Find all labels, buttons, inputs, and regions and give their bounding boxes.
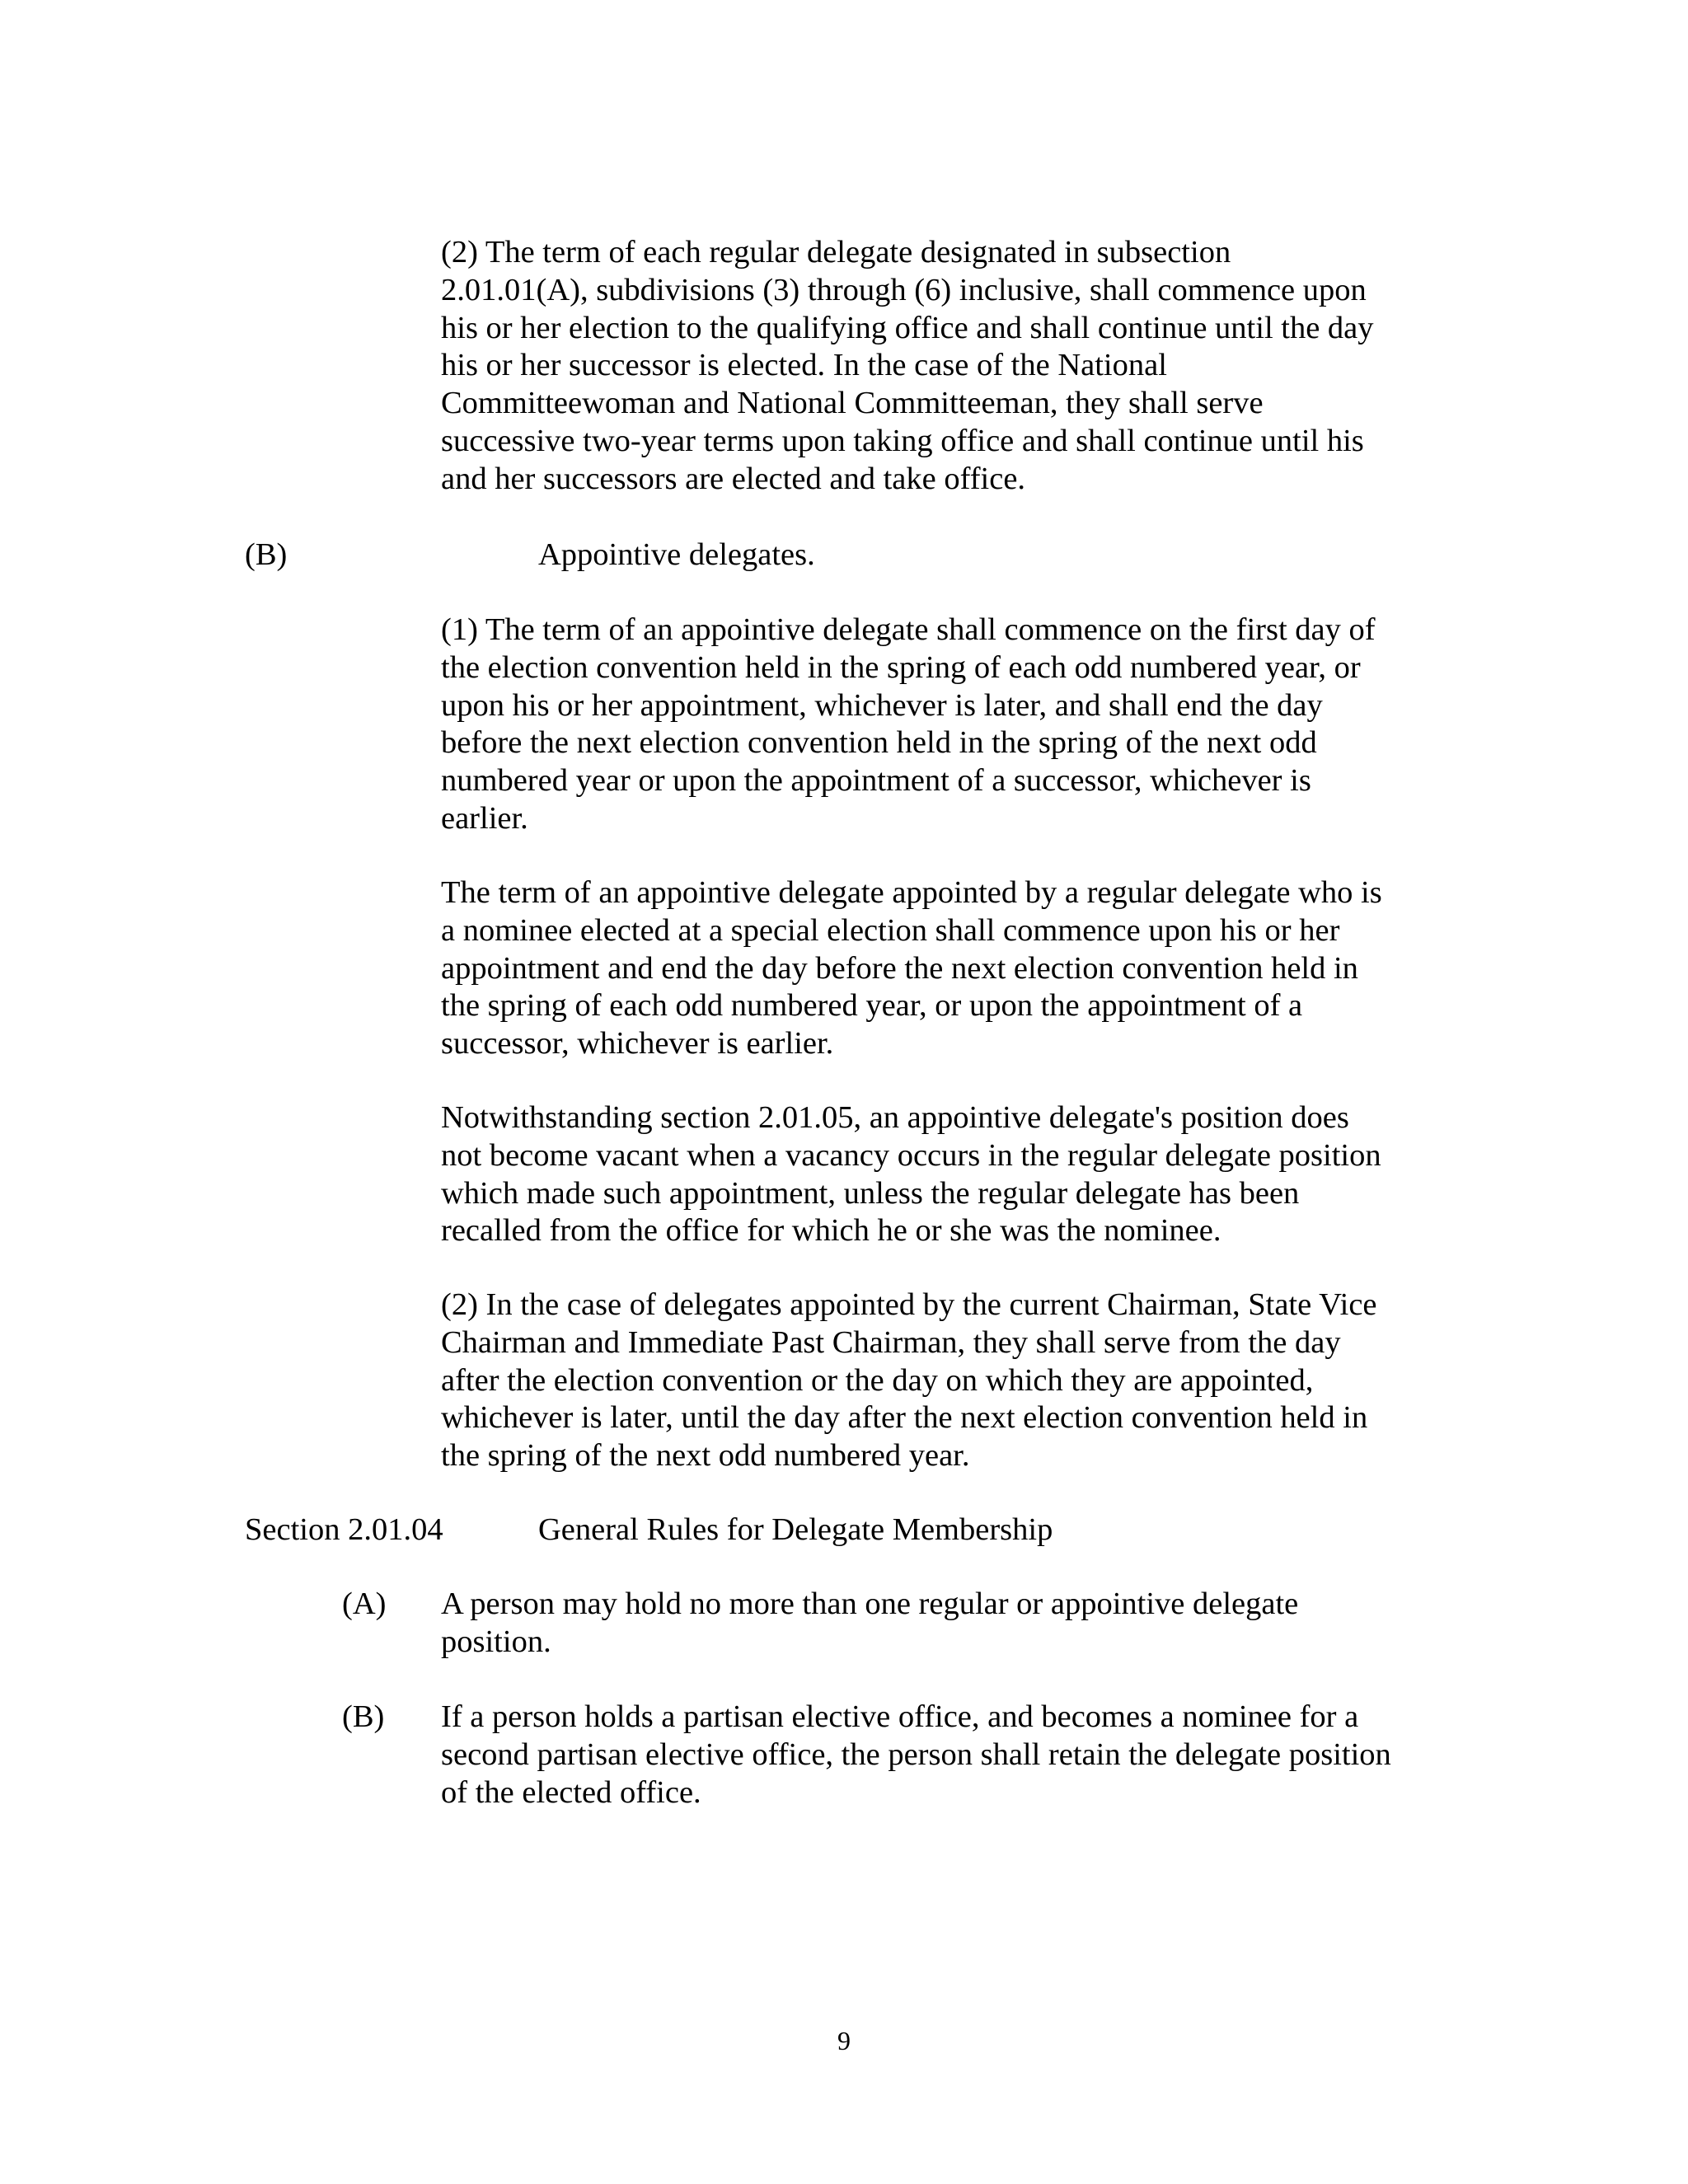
appointive-term-paragraph: (1) The term of an appointive delegate shall commence on the first day of the election convention held in the spring of each odd numbered year, or upon his or her appointment, whichever is later, and shall end the day before the next election convention held in the spring of the next odd numbered year or upon the appointment of a successor, whichever is earlier.: [441, 612, 1376, 836]
section-number: Section 2.01.04: [245, 1512, 443, 1547]
subsection-b-title: Appointive delegates.: [538, 537, 815, 572]
term-regular-delegate-paragraph: (2) The term of each regular delegate designated in subsection 2.01.01(A), subdivisions (3) through (6) inclusive, shall commence upon his or her election to the qualifying office and shall continue until the day his or her successor is elected. In the case of the National Committeewoman and National Committeeman, they shall serve successive two-year terms upon taking office and shall continue until his and her successors are elected and take office.: [441, 235, 1374, 496]
rule-b-label: (B): [342, 1699, 385, 1734]
chairman-appointees-paragraph: (2) In the case of delegates appointed by the current Chairman, State Vice Chairman and Immediate Past Chairman, they shall serve from the day after the election convention or the day on which they are appointed, whichever is later, until the day after the next election convention held in the spring of the next odd numbered year.: [441, 1287, 1377, 1474]
section-title: General Rules for Delegate Membership: [538, 1512, 1053, 1547]
rule-b-text: If a person holds a partisan elective office, and becomes a nominee for a second partisan elective office, the person shall retain the delegate position of the elected office.: [441, 1699, 1391, 1810]
subsection-b-label: (B): [245, 537, 288, 572]
special-election-appointment-paragraph: The term of an appointive delegate appointed by a regular delegate who is a nominee elected at a special election shall commence upon his or her appointment and end the day before the next election convention held in the spring of each odd numbered year, or upon the appointment of a successor, whichever is earlier.: [441, 875, 1382, 1062]
vacancy-paragraph: Notwithstanding section 2.01.05, an appointive delegate's position does not become vacant when a vacancy occurs in the regular delegate position which made such appointment, unless the regular delegate has been recalled from the office for which he or she was the nominee.: [441, 1100, 1381, 1249]
rule-a-label: (A): [342, 1586, 387, 1621]
page-number: 9: [837, 2026, 851, 2055]
rule-a-text: A person may hold no more than one regular or appointive delegate position.: [441, 1586, 1299, 1659]
